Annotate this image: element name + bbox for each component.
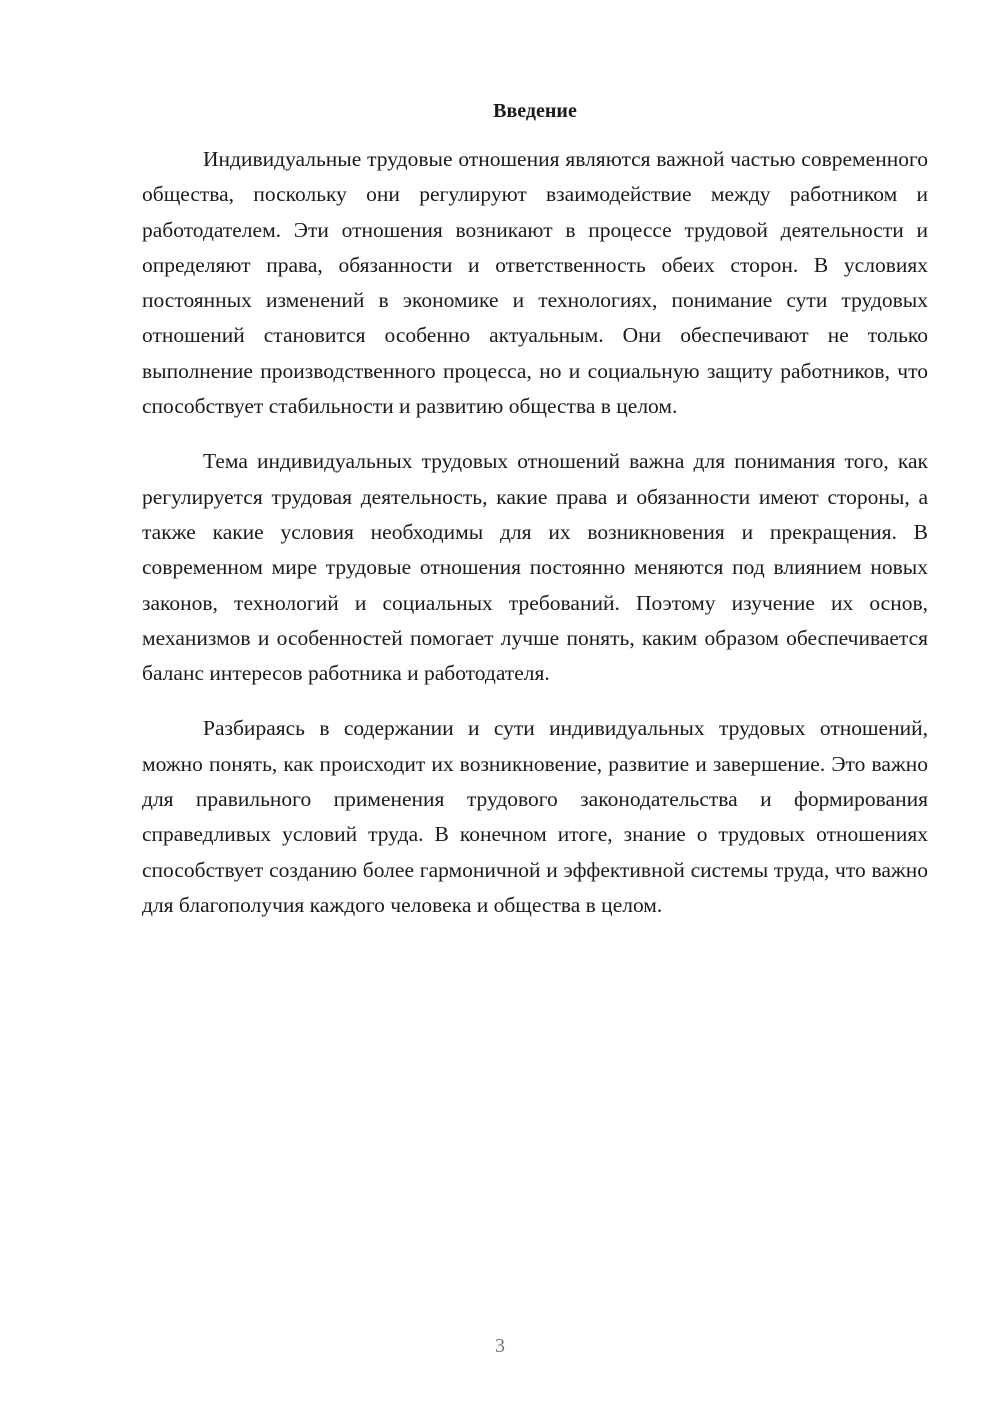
paragraph-3: Разбираясь в содержании и сути индивидуальных трудовых отношений, можно понять, как происходит их возникновение, развитие и завершение. Это важно для правильного применения трудового законодательства и формирования справедливых условий труда. В конечном итоге, знание о трудовых отношениях способствует созданию более гармоничной и эффективной системы труда, что важно для благополучия каждого человека и общества в целом. [142,716,928,917]
body-text [142,142,928,943]
page-number: 3 [495,1335,505,1357]
paragraph-2: Тема индивидуальных трудовых отношений важна для понимания того, как регулируется трудовая деятельность, какие права и обязанности имеют стороны, а также какие условия необходимы для их возникновения и прекращения. В современном мире трудовые отношения постоянно меняются под влиянием новых законов, технологий и социальных требований. Поэтому изучение их основ, механизмов и особенностей помогает лучше понять, каким образом обеспечивается баланс интересов работника и работодателя. [142,449,928,686]
section-title: Введение [493,100,577,122]
paragraph-1: Индивидуальные трудовые отношения являются важной частью современного общества, поскольку они регулируют взаимодействие между работником и работодателем. Эти отношения возникают в процессе трудовой деятельности и определяют права, обязанности и ответственность обеих сторон. В условиях постоянных изменений в экономике и технологиях, понимание сути трудовых отношений становится особенно актуальным. Они обеспечивают не только выполнение производственного процесса, но и социальную защиту работников, что способствует стабильности и развитию общества в целом. [142,147,928,419]
